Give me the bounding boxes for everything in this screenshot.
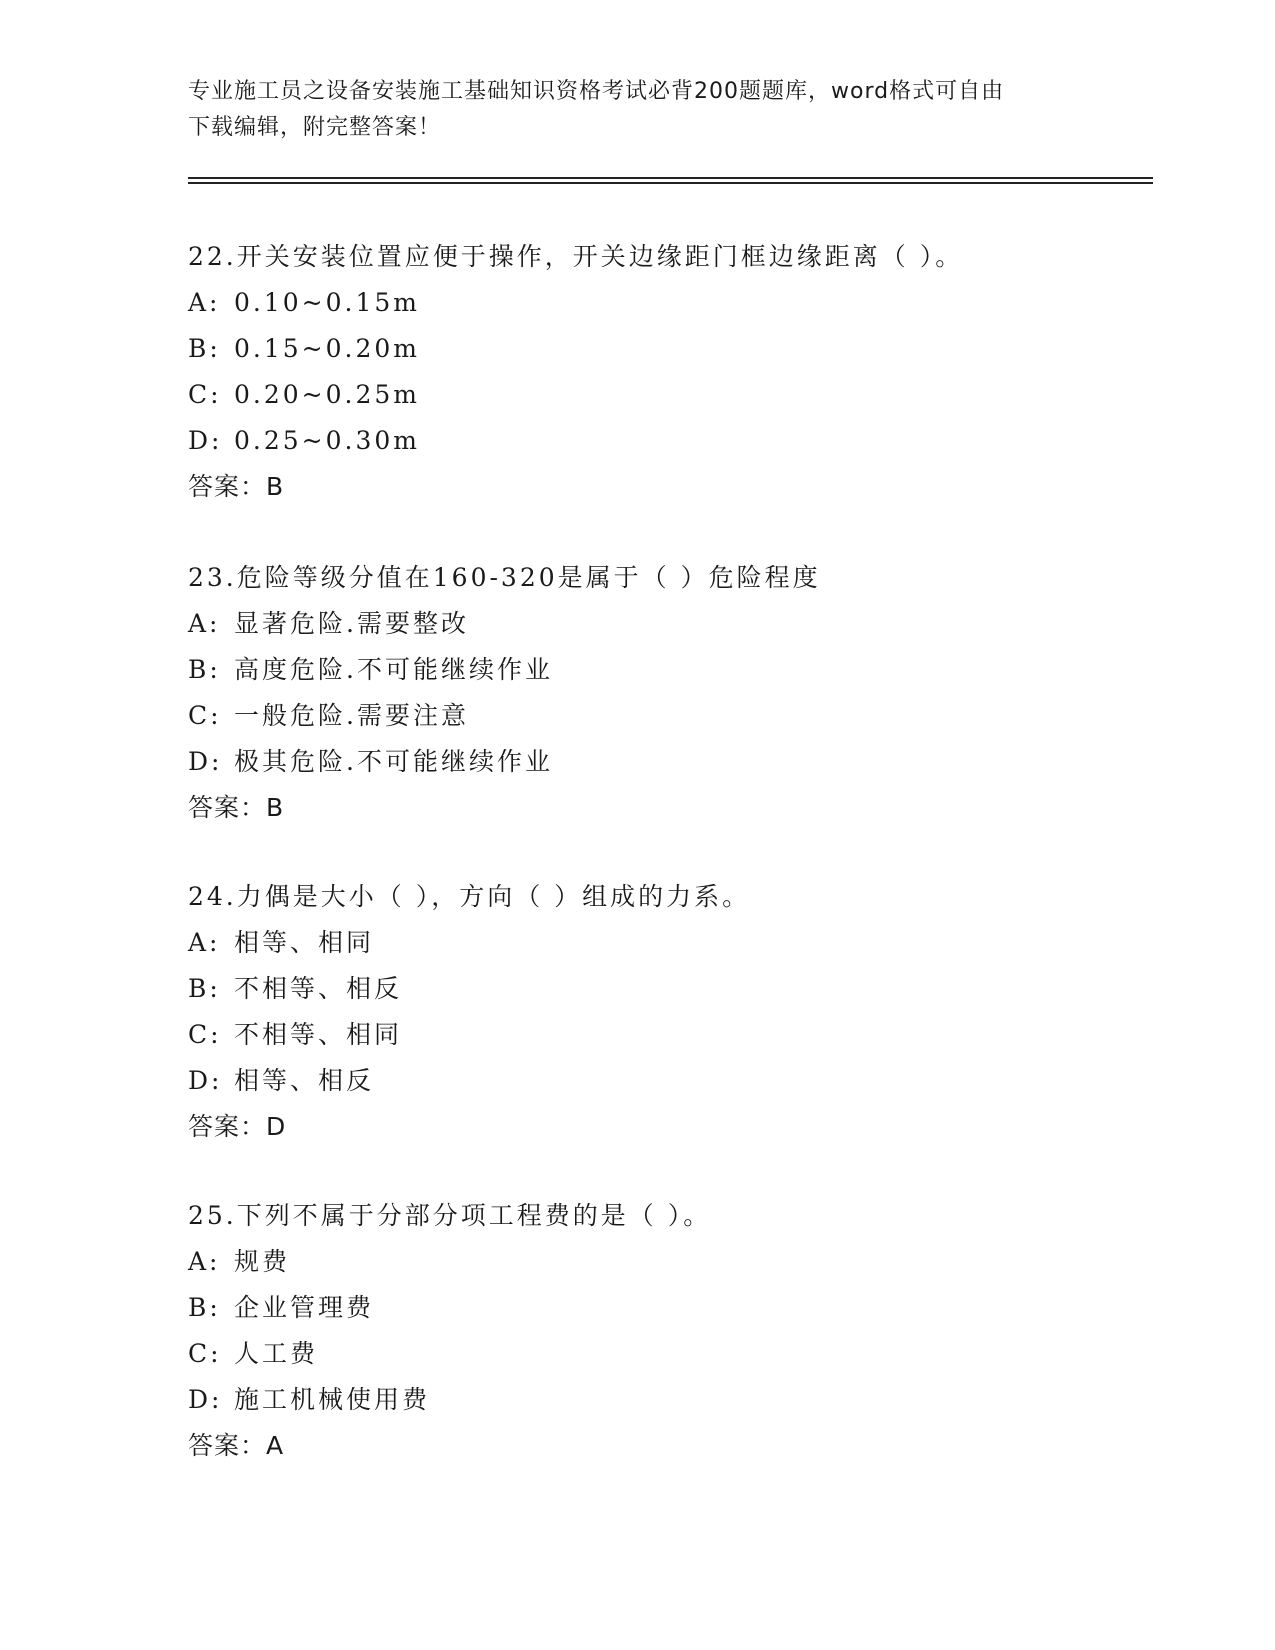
question-23: [188, 555, 1148, 831]
answer-line: 答案：A: [188, 1431, 285, 1460]
option-b: [188, 1285, 1148, 1331]
option-a: [188, 1239, 1148, 1285]
header-line-1: 专业施工员之设备安装施工基础知识资格考试必背200题题库，word格式可自由: [188, 79, 1005, 104]
question-25: [188, 1193, 1148, 1469]
answer-line: 答案：B: [188, 472, 285, 501]
option-text: 企业管理费: [234, 1293, 375, 1322]
option-text: 0.25~0.30m: [234, 426, 420, 455]
option-b: [188, 647, 1148, 693]
option-key: B:: [188, 334, 221, 363]
question-text: 22.开关安装位置应便于操作，开关边缘距门框边缘距离（ ）。: [188, 242, 964, 271]
option-key: C:: [188, 701, 222, 730]
answer-line: 答案：D: [188, 1112, 287, 1141]
option-c: [188, 372, 1148, 418]
option-b: [188, 326, 1148, 372]
header-divider-top: [188, 177, 1153, 179]
option-text: 显著危险.需要整改: [234, 609, 469, 638]
document-header: [188, 74, 1068, 146]
option-key: C:: [188, 380, 222, 409]
option-text: 0.20~0.25m: [234, 380, 420, 409]
header-divider-bottom: [188, 182, 1153, 184]
option-key: C:: [188, 1339, 222, 1368]
option-text: 高度危险.不可能继续作业: [234, 655, 553, 684]
option-text: 一般危险.需要注意: [234, 701, 469, 730]
option-d: [188, 1058, 1148, 1104]
option-key: A:: [188, 609, 221, 638]
option-a: [188, 920, 1148, 966]
option-key: C:: [188, 1020, 222, 1049]
option-text: 0.15~0.20m: [234, 334, 420, 363]
question-text: 24.力偶是大小（ ），方向（ ）组成的力系。: [188, 882, 751, 911]
option-text: 规费: [234, 1247, 291, 1276]
option-text: 0.10~0.15m: [234, 288, 420, 317]
option-text: 极其危险.不可能继续作业: [234, 747, 553, 776]
option-text: 不相等、相反: [234, 974, 403, 1003]
question-24: [188, 874, 1148, 1150]
option-d: [188, 418, 1148, 464]
option-key: B:: [188, 974, 221, 1003]
option-key: D:: [188, 1385, 223, 1414]
question-text: 25.下列不属于分部分项工程费的是（ ）。: [188, 1201, 712, 1230]
option-key: D:: [188, 426, 223, 455]
question-text: 23.危险等级分值在160-320是属于（ ）危险程度: [188, 563, 821, 592]
option-key: B:: [188, 1293, 221, 1322]
option-text: 施工机械使用费: [234, 1385, 431, 1414]
question-22: [188, 234, 1148, 510]
option-d: [188, 1377, 1148, 1423]
option-key: A:: [188, 1247, 221, 1276]
header-line-2: 下载编辑，附完整答案！: [188, 115, 442, 140]
option-text: 相等、相反: [234, 1066, 375, 1095]
option-c: [188, 1331, 1148, 1377]
option-key: B:: [188, 655, 221, 684]
option-a: [188, 601, 1148, 647]
option-key: D:: [188, 747, 223, 776]
option-text: 相等、相同: [234, 928, 375, 957]
option-text: 人工费: [234, 1339, 319, 1368]
option-key: D:: [188, 1066, 223, 1095]
option-b: [188, 966, 1148, 1012]
option-a: [188, 280, 1148, 326]
option-c: [188, 693, 1148, 739]
option-c: [188, 1012, 1148, 1058]
answer-line: 答案：B: [188, 793, 285, 822]
option-key: A:: [188, 928, 221, 957]
option-d: [188, 739, 1148, 785]
option-key: A:: [188, 288, 221, 317]
option-text: 不相等、相同: [234, 1020, 403, 1049]
